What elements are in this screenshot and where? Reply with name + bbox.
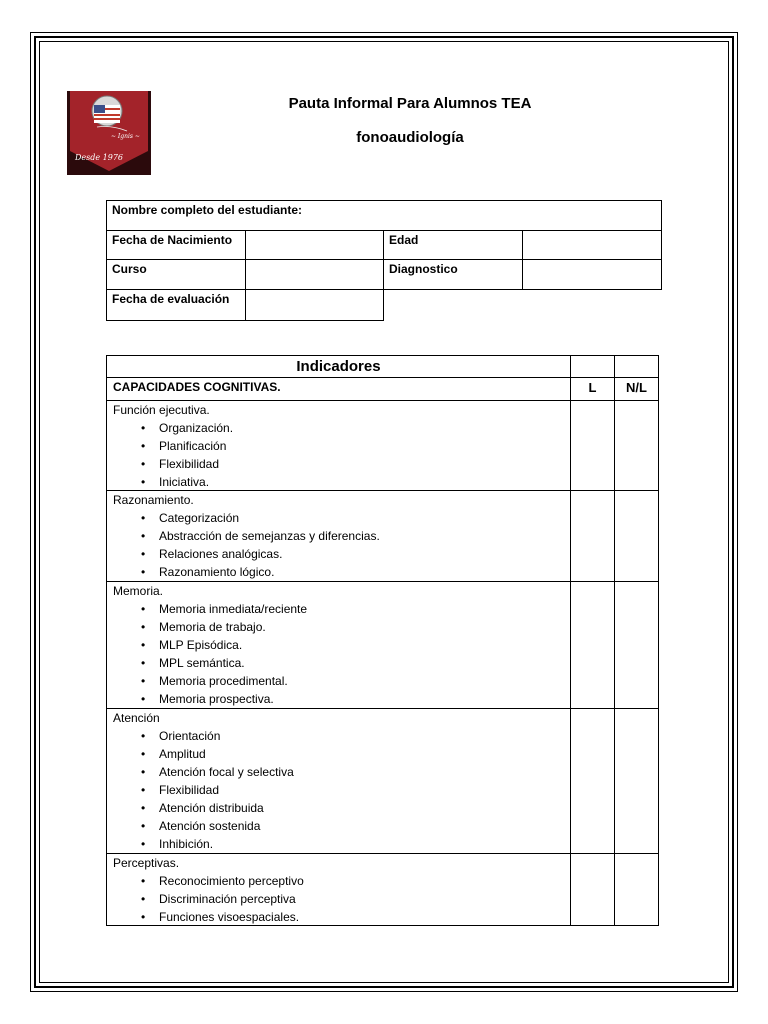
list-item: • Flexibilidad [113,455,564,473]
column-nl-text: N/L [626,380,647,395]
group-perceptivas [106,853,571,926]
list-item: • Planificación [113,437,564,455]
list-item: • Atención sostenida [113,817,564,835]
list-item: • Categorización [113,509,564,527]
column-l-text: L [588,380,597,395]
list-item: • Memoria procedimental. [113,672,564,690]
list-item: • Memoria inmediata/reciente [113,600,564,618]
check-cell-l[interactable] [570,853,615,926]
list-item: • Memoria prospectiva. [113,690,564,708]
birth-date-label: Fecha de Nacimiento [112,233,233,247]
check-cell-l[interactable] [570,708,615,854]
group-title: Memoria. [113,584,164,598]
group-title: Función ejecutiva. [113,403,210,417]
course-label-cell [106,259,246,290]
check-cell-l[interactable] [570,400,615,491]
column-nl-header [614,377,659,401]
eval-date-label-cell [106,289,246,321]
birth-date-label-cell [106,230,246,260]
group-title: Atención [113,711,160,725]
svg-text:Desde 1976: Desde 1976 [75,153,124,162]
list-item: • MPL semántica. [113,654,564,672]
list-item: • Inhibición. [113,835,564,853]
svg-text:~ Ignis ~: ~ Ignis ~ [111,133,140,140]
age-label: Edad [389,233,419,247]
list-item: • Relaciones analógicas. [113,545,564,563]
list-item: • Razonamiento lógico. [113,563,564,581]
check-cell-nl[interactable] [614,490,659,582]
group-funcion-ejecutiva [106,400,571,491]
check-cell-l[interactable] [570,490,615,582]
list-item: • Abstracción de semejanzas y diferencias. [113,527,564,545]
course-label: Curso [112,262,147,276]
header-empty-nl [614,355,659,378]
list-item: • Atención distribuida [113,799,564,817]
check-cell-nl[interactable] [614,853,659,926]
list-item: • Atención focal y selectiva [113,763,564,781]
student-name-cell [106,200,662,231]
check-cell-nl[interactable] [614,581,659,709]
eval-date-value-cell [245,289,384,321]
indicators-header-text: Indicadores [296,358,381,375]
diagnosis-label-cell [383,259,523,290]
age-label-cell [383,230,523,260]
list-item: • Funciones visoespaciales. [113,908,564,926]
section-title-text: CAPACIDADES COGNITIVAS. [113,380,281,394]
student-name-label: Nombre completo del estudiante: [112,203,303,217]
eval-date-label: Fecha de evaluación [112,292,230,306]
list-item: • Organización. [113,419,564,437]
check-cell-nl[interactable] [614,400,659,491]
list-item: • Memoria de trabajo. [113,618,564,636]
list-item: • MLP Episódica. [113,636,564,654]
group-atencion [106,708,571,854]
list-item: • Reconocimiento perceptivo [113,872,564,890]
group-title: Razonamiento. [113,493,194,507]
age-value-cell [522,230,662,260]
group-razonamiento [106,490,571,582]
group-memoria [106,581,571,709]
list-item: • Orientación [113,727,564,745]
list-item: • Amplitud [113,745,564,763]
list-item: • Discriminación perceptiva [113,890,564,908]
column-l-header [570,377,615,401]
list-item: • Iniciativa. [113,473,564,491]
header-empty-l [570,355,615,378]
group-title: Perceptivas. [113,856,180,870]
diagnosis-label: Diagnostico [389,262,458,276]
check-cell-nl[interactable] [614,708,659,854]
document-title: Pauta Informal Para Alumnos TEA [288,95,532,112]
birth-date-value-cell [245,230,384,260]
check-cell-l[interactable] [570,581,615,709]
diagnosis-value-cell [522,259,662,290]
course-value-cell [245,259,384,290]
section-title [106,377,571,401]
school-logo [67,91,151,175]
list-item: • Flexibilidad [113,781,564,799]
document-subtitle: fonoaudiología [356,129,464,146]
indicators-header [106,355,571,378]
